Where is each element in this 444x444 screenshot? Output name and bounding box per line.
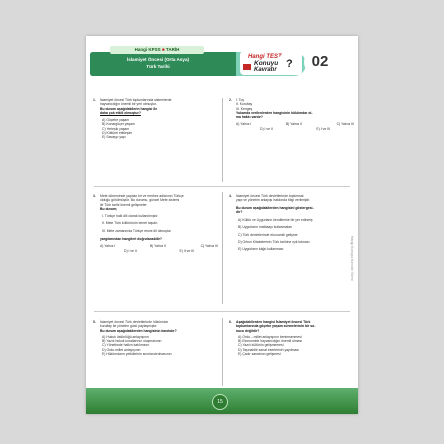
tag-subject: TARİH bbox=[165, 47, 180, 52]
logo-line1: Hangi TEST bbox=[248, 54, 282, 60]
answer-option-d[interactable]: D) Kültürel etkileşim bbox=[102, 131, 133, 136]
answer-option-e[interactable]: E) Çadır sanatının gelişmesi bbox=[238, 352, 281, 357]
answer-option-e[interactable]: E) Hükümdarın yetkilerinin sınırlandırılmasının bbox=[102, 352, 172, 357]
flag-icon bbox=[243, 64, 251, 70]
answer-option-b[interactable]: B) Yalnız II bbox=[149, 244, 167, 249]
question-2 bbox=[229, 98, 354, 131]
answer-option-a[interactable]: A) Hukuk üstünlüğü anlayışının bbox=[102, 334, 149, 339]
question-stem: Bu durum aşağıdakilerden hangisinin kanıtıdır? bbox=[100, 328, 177, 333]
answer-option-c[interactable]: C) Yazılı kültürün gelişmemesi bbox=[238, 343, 284, 348]
answer-option-c[interactable]: C) Yerleşik yaşam bbox=[102, 126, 130, 131]
answer-option-b[interactable]: B) Ekonomide hayvancılığın önemli olması bbox=[238, 339, 303, 344]
answer-option-a[interactable]: A) Göçebe yaşam bbox=[102, 118, 130, 123]
question-stem: Bu durum aşağıdakilerden hangisini göstergesi- bbox=[236, 205, 314, 210]
tag-prefix: Hangi KPSS bbox=[134, 47, 161, 52]
question-number: 6. bbox=[229, 320, 232, 324]
row-divider bbox=[94, 186, 350, 187]
question-text: I. Toy bbox=[236, 98, 245, 102]
question-text: İslamiyet öncesi Türk toplumlarında sistemlerde bbox=[100, 98, 172, 102]
answer-option-d[interactable]: D) I ve II bbox=[260, 126, 273, 131]
statement-2: II. Mete Türk kültürünün temel taşıdır. bbox=[102, 221, 159, 226]
question-6 bbox=[229, 320, 354, 357]
answer-option-e[interactable]: E) II ve III bbox=[179, 248, 194, 253]
question-5 bbox=[93, 320, 218, 357]
logo-mark: ? bbox=[286, 58, 293, 70]
answer-option-d[interactable]: D) Ordu-millet anlayışının bbox=[102, 347, 141, 352]
statement-3: III. Mete zamanında Türkçe resmi dil olmuştur. bbox=[102, 228, 172, 233]
document-page bbox=[86, 36, 358, 414]
question-stem: ma hakkı vardır? bbox=[236, 115, 263, 120]
question-number: 3. bbox=[93, 194, 96, 198]
question-text: III. Kengeş bbox=[236, 106, 253, 111]
page-number: 15 bbox=[212, 394, 228, 410]
question-text: kurultay ile yönetim gücü paylaşmıştır. bbox=[100, 324, 158, 329]
answer-option-e[interactable]: E) Uygurların kâğıt kullanması bbox=[238, 247, 284, 252]
question-stem: Bu durum; bbox=[100, 206, 118, 211]
question-text: Mete döneminde yapılan bir ve merkez adlarının Türkçe bbox=[100, 194, 184, 198]
signal-icon bbox=[274, 54, 290, 68]
answer-option-e[interactable]: E) I ve III bbox=[316, 126, 330, 131]
answer-option-b[interactable]: B) Yazılı hukuk kurallarının oluşmasının bbox=[102, 339, 162, 344]
question-4 bbox=[229, 194, 354, 252]
question-stem: yargılarından hangileri doğrulanabilir? bbox=[100, 237, 162, 242]
question-3 bbox=[93, 194, 218, 253]
column-divider bbox=[222, 98, 223, 182]
answer-option-d[interactable]: D) Taşınabilir sanat eserlerinin yapılması bbox=[238, 347, 299, 352]
logo-line3: Kavratır bbox=[254, 67, 277, 73]
question-stem: Yukarıda verilenlerden hangisinin hükümdar ol- bbox=[236, 110, 313, 115]
row-divider bbox=[94, 311, 350, 312]
answer-option-a[interactable]: A) Yalnız I bbox=[100, 244, 116, 249]
test-number: 02 bbox=[304, 46, 336, 78]
question-stem: nucu değildir? bbox=[236, 328, 260, 333]
question-stem: Aşağıdakilerden hangisi İslamiyet öncesi Türk bbox=[236, 320, 311, 324]
logo-line2: Konuyu bbox=[254, 60, 279, 67]
question-number: 5. bbox=[93, 320, 96, 324]
unit-subtitle: Türk Tarihi bbox=[146, 64, 170, 69]
answer-option-d[interactable]: D) I ve II bbox=[124, 248, 137, 253]
question-number: 1. bbox=[93, 98, 96, 102]
question-text: İslamiyet öncesi Türk devletlerinde hükümdar bbox=[100, 320, 168, 324]
page-header bbox=[86, 40, 358, 86]
answer-option-c[interactable]: C) Yalnız III bbox=[200, 244, 218, 249]
question-text: II. Kurultay bbox=[236, 102, 253, 107]
question-number: 2. bbox=[229, 98, 232, 102]
column-divider bbox=[222, 318, 223, 386]
statement-1: I. Türkçe halk dili olarak kullanılmıştır. bbox=[102, 214, 159, 219]
answer-option-b[interactable]: B) Konargöçer yaşam bbox=[102, 122, 135, 127]
question-text: İslamiyet öncesi Türk devletlerinde toplumsal bbox=[236, 194, 304, 198]
question-stem: Bu durum aşağıdakilerin hangisi ile bbox=[100, 106, 158, 111]
answer-option-b[interactable]: B) Uygurların matbaayı kullanmaları bbox=[238, 225, 293, 230]
question-number: 4. bbox=[229, 194, 232, 198]
answer-option-a[interactable]: A) Kültür ve Uygurların kendilerine bir yer edinmiş bbox=[238, 218, 313, 223]
answer-option-c[interactable]: C) Yönetimde halkın katılımının bbox=[102, 343, 150, 348]
question-stem: dir? bbox=[236, 209, 243, 214]
question-stem: daha çok etkili olmuştur? bbox=[100, 110, 141, 115]
subject-tag bbox=[110, 46, 204, 54]
unit-title: İslamiyet Öncesi (Orta Asya) bbox=[126, 57, 190, 62]
answer-option-e[interactable]: E) Savaşçı yapı bbox=[102, 135, 126, 140]
answer-option-c[interactable]: C) Türk devletlerinde ekonomik gelişme bbox=[238, 232, 298, 237]
question-text: hayvancılığın önemli bir yeri olmuştur. bbox=[100, 102, 157, 107]
question-text: olduğu görülmüştür. Bu durumu, güncel Mete sistemi bbox=[100, 198, 180, 203]
question-stem: toplumlarında göçebe yaşam sürmelerinin bir so- bbox=[236, 324, 316, 329]
answer-option-b[interactable]: B) Yalnız II bbox=[285, 122, 303, 127]
answer-option-c[interactable]: C) Yalnız III bbox=[336, 122, 354, 127]
tag-separator: ■ bbox=[161, 47, 165, 52]
question-1 bbox=[93, 98, 218, 140]
question-text: yapı ve yönetim anlayışı hakkında bilgi verilmiştir. bbox=[236, 198, 311, 203]
column-divider bbox=[222, 192, 223, 304]
answer-option-a[interactable]: A) Yalnız I bbox=[236, 122, 252, 127]
answer-option-d[interactable]: D) Orhun Kitabelerinin Türk tarihine ışık tutması bbox=[238, 240, 310, 245]
series-logo bbox=[240, 51, 302, 75]
answer-option-a[interactable]: A) Ordu – millet anlayışının benimsenmesi bbox=[238, 334, 302, 339]
side-series-text: Hangi Konuyu Kavratır Serisi bbox=[350, 236, 354, 281]
question-text: ile Türk tarihi önemli gelişmeler. bbox=[100, 202, 148, 207]
